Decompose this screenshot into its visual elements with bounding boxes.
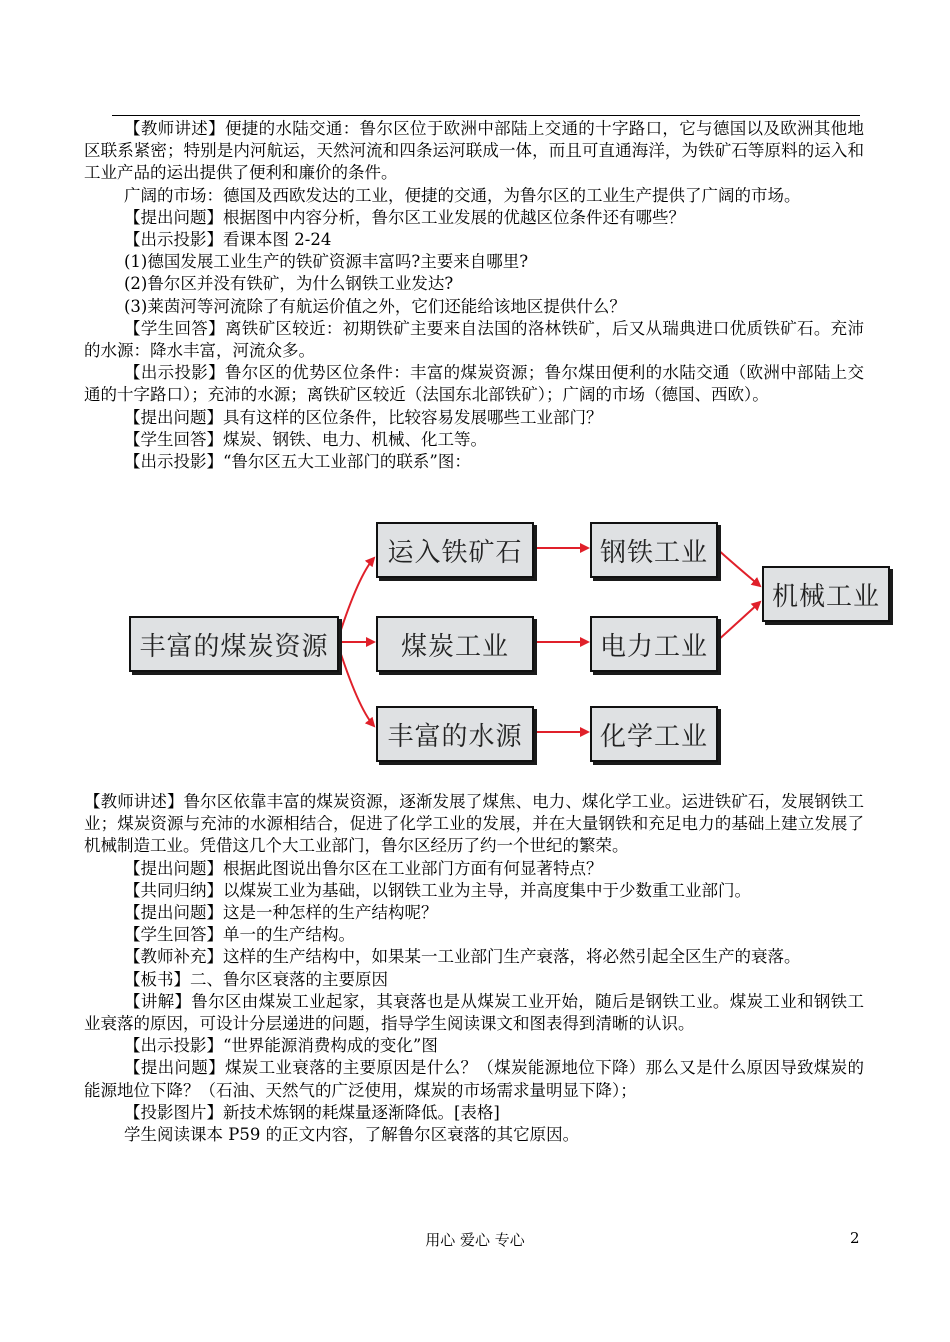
paragraph: 【教师补充】这样的生产结构中，如果某一工业部门生产衰落，将必然引起全区生产的衰落。 (124, 947, 801, 967)
box-power-industry: 电力工业 (590, 616, 718, 672)
paragraph: (3)莱茵河等河流除了有航运价值之外，它们还能给该地区提供什么？ (124, 296, 626, 316)
paragraph: (2)鲁尔区并没有铁矿，为什么钢铁工业发达? (124, 274, 454, 294)
arrow-coal-to-water (337, 642, 374, 726)
footer-motto: 用心 爱心 专心 (425, 1231, 525, 1249)
box-coal-industry: 煤炭工业 (376, 616, 534, 672)
paragraph: 【共同归纳】以煤炭工业为基础，以钢铁工业为主导，并高度集中于少数重工业部门。 (124, 880, 751, 900)
text-block-top (84, 118, 864, 473)
arrow-power-to-machinery (716, 602, 760, 642)
paragraph: 广阔的市场：德国及西欧发达的工业，便捷的交通，为鲁尔区的工业生产提供了广阔的市场。 (124, 185, 801, 205)
paragraph: 【学生回答】煤炭、钢铁、电力、机械、化工等。 (124, 429, 487, 449)
arrow-steel-to-machinery (716, 548, 760, 586)
paragraph: 【提出问题】煤炭工业衰落的主要原因是什么？（煤炭能源地位下降）那么又是什么原因导致煤炭的能源地位下降？（石油、天然气的广泛使用，煤炭的市场需求量明显下降）； (84, 1058, 864, 1100)
paragraph: 【投影图片】新技术炼钢的耗煤量逐渐降低。[表格] (124, 1102, 500, 1122)
paragraph: 【提出问题】这是一种怎样的生产结构呢？ (124, 903, 438, 923)
paragraph: 【出示投影】鲁尔区的优势区位条件：丰富的煤炭资源；鲁尔煤田便利的水陆交通（欧洲中部陆上交通的十字路口）；充沛的水源；离铁矿区较近（法国东北部铁矿）；广阔的市场（德国、西欧）。 (84, 363, 864, 405)
box-iron-ore: 运入铁矿石 (376, 522, 534, 578)
paragraph: 【提出问题】根据此图说出鲁尔区在工业部门方面有何显著特点？ (124, 858, 603, 878)
paragraph: 【讲解】鲁尔区由煤炭工业起家，其衰落也是从煤炭工业开始，随后是钢铁工业。煤炭工业和钢铁工业衰落的原因，可设计分层递进的问题，指导学生阅读课文和图表得到清晰的认识。 (84, 991, 864, 1034)
paragraph: 学生阅读课本 P59 的正文内容，了解鲁尔区衰落的其它原因。 (124, 1125, 580, 1145)
box-chemical-industry: 化学工业 (590, 706, 718, 762)
paragraph: 【学生回答】离铁矿区较近：初期铁矿主要来自法国的洛林铁矿，后又从瑞典进口优质铁矿石。充沛的水源：降水丰富，河流众多。 (84, 318, 864, 361)
paragraph: (1)德国发展工业生产的铁矿资源丰富吗?主要来自哪里? (124, 252, 529, 272)
arrow-coal-to-iron-ore (337, 558, 374, 642)
paragraph: 【板书】二、鲁尔区衰落的主要原因 (124, 969, 388, 989)
paragraph: 【学生回答】单一的生产结构。 (124, 925, 355, 945)
box-machinery-industry: 机械工业 (762, 566, 890, 622)
paragraph: 【出示投影】“鲁尔区五大工业部门的联系”图： (124, 452, 471, 472)
ruhr-industry-diagram (126, 516, 896, 766)
paragraph: 【提出问题】根据图中内容分析，鲁尔区工业发展的优越区位条件还有哪些？ (124, 207, 685, 227)
box-water-resource: 丰富的水源 (376, 706, 534, 762)
paragraph: 【出示投影】看课本图 2-24 (124, 230, 332, 250)
box-coal-resource: 丰富的煤炭资源 (129, 616, 339, 672)
page-number: 2 (850, 1229, 860, 1247)
header-rule (112, 115, 860, 116)
box-steel-industry: 钢铁工业 (590, 522, 718, 578)
paragraph: 【出示投影】“世界能源消费构成的变化”图 (124, 1036, 438, 1056)
paragraph: 【提出问题】具有这样的区位条件，比较容易发展哪些工业部门？ (124, 407, 603, 427)
paragraph: 【教师讲述】便捷的水陆交通：鲁尔区位于欧洲中部陆上交通的十字路口，它与德国以及欧洲其他地区联系紧密；特别是内河航运，天然河流和四条运河联成一体，而且可直通海洋，为铁矿石等原料的运入和工业产品的运出提供了便利和廉价的条件。 (84, 119, 864, 183)
text-block-bottom (84, 791, 864, 1146)
paragraph: 【教师讲述】鲁尔区依靠丰富的煤炭资源，逐渐发展了煤焦、电力、煤化学工业。运进铁矿石，发展钢铁工业；煤炭资源与充沛的水源相结合，促进了化学工业的发展，并在大量钢铁和充足电力的基础上建立发展了机械制造工业。凭借这几个大工业部门，鲁尔区经历了约一个世纪的繁荣。 (84, 792, 864, 856)
